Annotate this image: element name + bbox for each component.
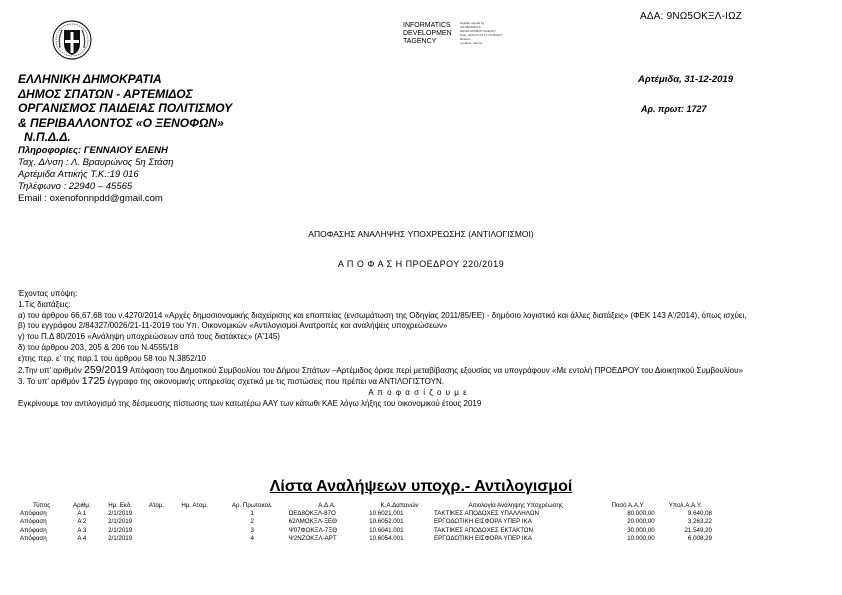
phone: Τηλέφωνο : 22940 – 45565 <box>18 181 133 192</box>
cell-reason: ΤΑΚΤΙΚΕΣ ΑΠΟΔΟΧΕΣ ΥΠΑΛΛΗΛΩΝ <box>433 510 539 518</box>
cell-protocol: 1 <box>250 510 254 518</box>
table-header-row <box>18 502 714 510</box>
body-line <box>18 376 818 388</box>
body-line: Έχοντας υπόψη: <box>18 289 78 298</box>
cell-number: Α 2 <box>77 518 87 526</box>
cell-amount: 30.000,00 <box>627 526 655 534</box>
cell-date: 2/1/2019 <box>108 510 133 518</box>
table-row <box>18 527 714 535</box>
organization-header <box>18 72 232 145</box>
document-body <box>18 289 818 410</box>
decision-title: Α Π Ο Φ Α Σ Η ΠΡΟΕΔΡΟΥ 220/2019 <box>337 259 505 269</box>
cell-reason: ΕΡΓΟΔΟΤΙΚΗ ΕΙΣΦΟΡΑ ΥΠΕΡ ΙΚΑ <box>433 534 532 542</box>
signature-detail: INFORMATICS <box>460 25 481 29</box>
body-text: 3. Το υπ' αριθμόν <box>18 377 82 387</box>
city: Αρτέμιδα Αττικής Τ.Κ.:19 016 <box>18 169 139 180</box>
signature-detail: Reason: <box>460 37 472 41</box>
contact-block <box>18 145 174 205</box>
cell-amount: 20.000,00 <box>627 518 655 526</box>
cell-remaining: 6.008,29 <box>687 534 712 542</box>
cell-date: 2/1/2019 <box>108 526 133 534</box>
signature-detail: Date: 2020.01.03 17:19:38 EET <box>460 33 503 37</box>
table-row <box>18 510 714 518</box>
cell-cancel-date <box>171 510 218 518</box>
decide-heading: Α π ο φ α σ ί ζ ο υ μ ε <box>368 388 468 398</box>
cell-cancel <box>142 535 172 543</box>
cell-ada: ΩΕΔ8ΟΚΞΛ-87Ο <box>288 510 336 518</box>
cell-cancel-date <box>171 535 218 543</box>
cell-kae: 10.6054.001 <box>369 534 404 542</box>
cell-type: Απόφαση <box>20 526 47 534</box>
cell-date: 2/1/2019 <box>108 534 133 542</box>
signature-detail: Digitally signed by <box>460 21 485 25</box>
col-header: Α.Δ.Α. <box>318 502 336 509</box>
cell-kae: 10.6052.001 <box>369 518 404 526</box>
email: Email : oxenofonnpdd@gmail.com <box>18 193 163 204</box>
cell-date: 2/1/2019 <box>108 518 133 526</box>
col-header: Ημ. Ατομ. <box>181 502 208 509</box>
col-header: Ημ. Εκδ. <box>108 502 133 509</box>
address: Ταχ. Δ/νση : Λ. Βραυρώνος 5η Στάση <box>18 157 174 168</box>
col-header: Ποσό Α.Α.Υ. <box>611 502 645 509</box>
cell-protocol: 4 <box>250 534 254 542</box>
body-line: β) του εγγράφου 2/84327/0026/21-11-2019 του Υπ. Οικονομικών «Αντιλογισμοί Ανατροπές και αναλήψεις υποχρεώσεων» <box>18 321 448 331</box>
col-header: Αριθμ. <box>72 502 91 509</box>
body-line: γ) του Π.Δ 80/2016 «Ανάληψη υποχρεώσεων από τους διατάκτες» (Α'145) <box>18 332 280 342</box>
cell-cancel <box>142 527 172 535</box>
signature-line: TAGENCY <box>403 38 437 45</box>
org-line: ΟΡΓΑΝΙΣΜΟΣ ΠΑΙΔΕΙΑΣ ΠΟΛΙΤΙΣΜΟΥ <box>18 101 233 115</box>
cell-number: Α 3 <box>77 526 87 534</box>
cell-cancel <box>142 510 172 518</box>
cell-remaining: 3.263,22 <box>687 518 712 526</box>
info-person: Πληροφορίες: ΓΕΝΝΑΙΟΥ ΕΛΕΝΗ <box>18 145 168 156</box>
body-line: α) του άρθρου 66,67,68 του ν.4270/2014 «Αρχές δημοσιονομικής διαχείρισης και εποπτείας (ενσωμάτωση της Οδηγίας 2011/85/ΕΕ) - δημόσιο λογιστικό και άλλες διατάξεις» (ΦΕΚ 143 Α'/2014), όπως ισχύει, <box>18 310 747 320</box>
cell-ada: Ψ07ΦΟΚΞΛ-7ΞΘ <box>288 526 338 534</box>
col-header: Ατομ. <box>148 502 165 509</box>
decision-ref: 259/2019 <box>83 363 128 376</box>
ada-code: ΑΔΑ: 9ΝΩ5ΟΚΞΛ-ΙΩΖ <box>640 11 743 22</box>
col-header: Αρ. Πρωτοκολ. <box>231 502 273 509</box>
protocol-number: Αρ. πρωτ: 1727 <box>641 104 707 114</box>
cell-remaining: 21.549,20 <box>684 526 712 534</box>
signature-line: DEVELOPMEN <box>403 30 452 37</box>
cell-cancel-date <box>171 527 218 535</box>
cell-type: Απόφαση <box>20 534 47 542</box>
cell-reason: ΤΑΚΤΙΚΕΣ ΑΠΟΔΟΧΕΣ ΕΚΤΑΚΤΩΝ <box>433 526 533 534</box>
cell-kae: 10.6041.001 <box>369 526 404 534</box>
table-row <box>18 518 714 526</box>
cell-ada: Ψ2ΝΖΟΚΞΛ-ΑΡΤ <box>288 534 337 542</box>
body-line <box>18 365 818 377</box>
body-text: 2.Την υπ' αριθμόν <box>18 365 84 375</box>
body-text: έγγραφο της οικονομικής υπηρεσίας σχετικά με τις πιστώσεις που πρέπει να ΑΝΤΙΛΟΓΙΣΤΟΥΝ. <box>105 377 444 387</box>
cell-cancel <box>142 518 172 526</box>
org-line: ΕΛΛΗΝΙΚΗ ΔΗΜΟΚΡΑΤΙΑ <box>18 72 162 86</box>
org-line: Ν.Π.Δ.Δ. <box>24 130 71 144</box>
table-row <box>18 535 714 543</box>
body-line: ε)της περ. ε' της παρ.1 του άρθρου 58 του Ν.3852/10 <box>18 353 206 363</box>
cell-kae: 10.6021.001 <box>369 510 404 518</box>
col-header: Τύπος <box>32 502 51 509</box>
document-date: Αρτέμιδα, 31-12-2019 <box>638 74 733 85</box>
signature-line: INFORMATICS <box>403 22 451 29</box>
signature-detail: DEVELOPMENT AGENCY <box>460 29 496 33</box>
cell-amount: 10.000,00 <box>627 534 655 542</box>
cell-remaining: 9.640,08 <box>687 510 712 518</box>
cell-protocol: 2 <box>250 518 254 526</box>
body-line: δ) του άρθρου 203, 205 & 206 του Ν.4555/18 <box>18 342 179 352</box>
cell-cancel-date <box>171 518 218 526</box>
org-line: ΔΗΜΟΣ ΣΠΑΤΩΝ - ΑΡΤΕΜΙΔΟΣ <box>18 86 193 101</box>
col-header: Κ.Α.Δαπανών <box>380 502 419 509</box>
obligations-table <box>18 502 714 543</box>
cell-protocol: 3 <box>250 526 254 534</box>
cell-type: Απόφαση <box>20 518 47 526</box>
col-header: Αιτιολογία Ανάληψης Υποχρέωσης <box>468 502 563 509</box>
cell-amount: 80.000,00 <box>627 510 655 518</box>
cell-number: Α 1 <box>77 510 87 518</box>
body-text: Απόφαση του Δημοτικού Συμβουλίου του Δήμου Σπάτων –Αρτέμιδος όρισε περί μεταβίβασης εξουσίας να υπογράφουν «Με εντολή ΠΡΟΕΔΡΟΥ του Διοικητικού Συμβουλίου» <box>127 365 743 375</box>
signature-block <box>403 22 452 46</box>
cell-type: Απόφαση <box>20 510 47 518</box>
list-title: Λίστα Αναλήψεων υποχρ.- Αντιλογισμοί <box>269 478 573 495</box>
col-header: Υπολ.Α.Α.Υ. <box>668 502 702 509</box>
signature-detail: Location: Athens <box>460 41 483 45</box>
document-title: ΑΠΟΦΑΣΗΣ ΑΝΑΛΗΨΗΣ ΥΠΟΧΡΕΩΣΗΣ (ΑΝΤΙΛΟΓΙΣΜΟΙ) <box>308 229 534 239</box>
body-line: 1.Τις διατάξεις: <box>18 299 71 309</box>
greek-emblem-icon <box>52 18 92 62</box>
cell-ada: 62ΛΜΟΚΞΛ-ΞΕΘ <box>288 518 337 526</box>
document-ref: 1725 <box>81 375 106 388</box>
cell-number: Α 4 <box>77 534 87 542</box>
signature-details <box>460 21 502 45</box>
cell-reason: ΕΡΓΟΔΟΤΙΚΗ ΕΙΣΦΟΡΑ ΥΠΕΡ ΙΚΑ <box>433 518 532 526</box>
org-line: & ΠΕΡΙΒΑΛΛΟΝΤΟΣ «Ο ΞΕΝΟΦΩΝ» <box>18 115 224 130</box>
body-line: Εγκρίνουμε τον αντιλογισμό της δέσμευσης πίστωσης των κατωτέρω ΑΑΥ των κάτωθι ΚΑΕ λόγω λήξης του οικονομικού έτους 2019 <box>18 398 482 408</box>
